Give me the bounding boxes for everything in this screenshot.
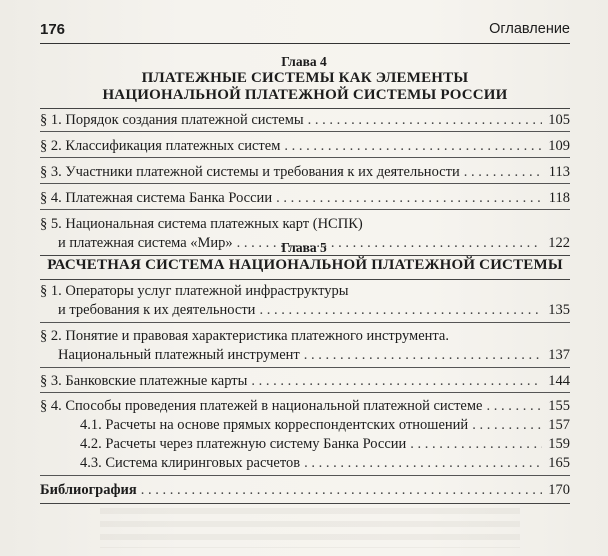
- chapter-5-label: Глава 5: [281, 240, 327, 255]
- chapter-4-toc: [40, 108, 570, 256]
- toc-entry[interactable]: [40, 323, 570, 368]
- toc-entry-text: § 5. Национальная система платежных карт (НСПК): [40, 216, 363, 232]
- running-head: [40, 17, 570, 44]
- toc-entry-text: § 2. Понятие и правовая характеристика платежного инструмента.: [40, 328, 449, 344]
- chapter-5-title: РАСЧЕТНАЯ СИСТЕМА НАЦИОНАЛЬНОЙ ПЛАТЕЖНОЙ СИСТЕМЫ: [47, 257, 563, 273]
- toc-subentry-text: 4.2. Расчеты через платежную систему Банка России: [80, 436, 407, 452]
- toc-entry-page: 157: [548, 417, 570, 433]
- toc-subentry-text: 4.3. Система клиринговых расчетов: [80, 455, 301, 471]
- toc-entry-text: § 3. Участники платежной системы и требования к их деятельности: [40, 164, 460, 180]
- toc-entry-text: Библиография: [40, 482, 137, 498]
- toc-entry-page: 137: [548, 347, 570, 363]
- toc-entry-page: 144: [548, 373, 570, 389]
- toc-entry-text: § 4. Платежная система Банка России: [40, 190, 273, 206]
- toc-entry-text: § 2. Классификация платежных систем: [40, 138, 281, 154]
- toc-entry-text-cont: Национальный платежный инструмент: [58, 347, 300, 363]
- toc-entry-text: § 1. Порядок создания платежной системы: [40, 112, 304, 128]
- bleed-through-text: [100, 508, 520, 548]
- toc-entry-page: 118: [548, 190, 570, 206]
- toc-entry[interactable]: [40, 280, 570, 323]
- chapter-4-label: Глава 4: [281, 54, 327, 69]
- chapter-4-title-line2: НАЦИОНАЛЬНОЙ ПЛАТЕЖНОЙ СИСТЕМЫ РОССИИ: [102, 87, 508, 103]
- toc-entry[interactable]: [40, 184, 570, 210]
- toc-entry-page: 170: [548, 482, 570, 498]
- toc-entry-page: 165: [548, 455, 570, 471]
- toc-subentry-text: 4.1. Расчеты на основе прямых корреспондентских отношений: [80, 417, 469, 433]
- toc-entry-bibliography[interactable]: [40, 476, 570, 503]
- toc-entry-text: § 1. Операторы услуг платежной инфраструктуры: [40, 283, 349, 299]
- toc-entry[interactable]: [40, 109, 570, 132]
- toc-entry-page: 155: [548, 398, 570, 414]
- toc-entry-page: 105: [548, 112, 570, 128]
- section-name: Оглавление: [489, 21, 570, 37]
- toc-entry-page: 109: [548, 138, 570, 154]
- toc-entry-text: § 4. Способы проведения платежей в национальной платежной системе: [40, 398, 483, 414]
- toc-entry-page: 135: [548, 302, 570, 318]
- toc-entry[interactable]: [40, 393, 570, 476]
- toc-entry-text-cont: и платежная система «Мир»: [58, 235, 233, 251]
- chapter-4-title: [40, 70, 570, 104]
- chapter-4-title-line1: ПЛАТЕЖНЫЕ СИСТЕМЫ КАК ЭЛЕМЕНТЫ: [141, 70, 469, 86]
- toc-entry[interactable]: [40, 132, 570, 158]
- chapter-5-toc: [40, 279, 570, 504]
- toc-entry-text-cont: и требования к их деятельности: [58, 302, 256, 318]
- toc-entry[interactable]: [40, 158, 570, 184]
- toc-entry[interactable]: [40, 368, 570, 393]
- toc-entry-text: § 3. Банковские платежные карты: [40, 373, 248, 389]
- page-number: 176: [40, 21, 66, 38]
- toc-entry-page: 113: [548, 164, 570, 180]
- toc-entry-page: 159: [548, 436, 570, 452]
- toc-entry-page: 122: [548, 235, 570, 251]
